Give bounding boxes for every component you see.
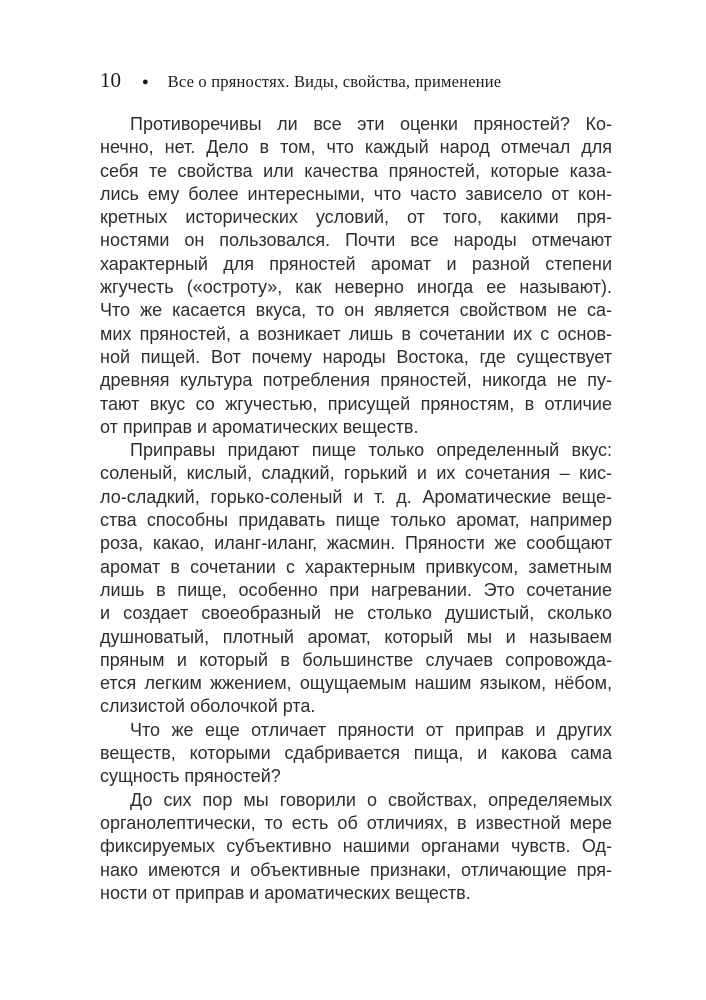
text-line: лишь в пище, особенно при нагревании. Это сочетание	[100, 579, 612, 600]
text-line: нечно, нет. Дело в том, что каждый народ отмечал для	[100, 137, 612, 158]
text-line: ности от приправ и ароматических веществ.	[100, 882, 471, 903]
text-line: кретных исторических условий, от того, какими пря-	[100, 207, 612, 228]
running-head	[100, 68, 612, 94]
text-line: ется легким жжением, ощущаемым нашим языком, нёбом,	[100, 673, 612, 694]
text-line: характерный для пряностей аромат и разной степени	[100, 253, 612, 274]
text-line: ло-сладкий, горько-соленый и т. д. Ароматические веще-	[100, 486, 612, 507]
paragraph	[100, 719, 612, 789]
text-line: соленый, кислый, сладкий, горький и их сочетания – кис-	[100, 463, 612, 484]
page-number: 10	[100, 68, 121, 92]
body-text-block	[100, 113, 612, 905]
text-line: ностями он пользовался. Почти все народы отмечают	[100, 230, 612, 251]
text-line: Противоречивы ли все эти оценки пряностей? Ко-	[130, 114, 612, 134]
text-line: мих пряностей, а возникает лишь в сочетании их с основ-	[100, 323, 612, 344]
text-line: слизистой оболочкой рта.	[100, 696, 316, 717]
text-line: Что же еще отличает пряности от приправ и других	[130, 719, 612, 740]
paragraph	[100, 113, 612, 439]
text-line: ной пищей. Вот почему народы Востока, где существует	[100, 346, 612, 367]
text-line: органолептически, то есть об отличиях, в известной мере	[100, 812, 612, 833]
text-line: пряным и который в большинстве случаев сопровожда-	[100, 649, 612, 670]
running-head-title: Все о пряностях. Виды, свойства, применение	[167, 72, 502, 91]
text-line: себя те свойства или качества пряностей, которые каза-	[100, 160, 612, 181]
text-line: душноватый, плотный аромат, который мы и называем	[100, 626, 612, 647]
text-line: и создает своеобразный не столько душистый, сколько	[100, 603, 612, 624]
text-line: фиксируемых субъективно нашими органами чувств. Од-	[100, 836, 612, 857]
text-line: сущность пряностей?	[100, 766, 281, 787]
text-line: нако имеются и объективные признаки, отличающие пря-	[100, 859, 612, 880]
text-line: Приправы придают пище только определенный вкус:	[130, 440, 612, 461]
text-line: аромат в сочетании с характерным привкусом, заметным	[100, 556, 612, 577]
text-line: До сих пор мы говорили о свойствах, определяемых	[130, 789, 612, 810]
paragraph	[100, 439, 612, 719]
text-line: древняя культура потребления пряностей, никогда не пу-	[100, 370, 612, 391]
text-line: Что же касается вкуса, то он является свойством не са-	[100, 300, 612, 321]
text-line: тают вкус со жгучестью, присущей пряностям, в отличие	[100, 393, 612, 414]
text-line: от приправ и ароматических веществ.	[100, 416, 419, 437]
paragraph	[100, 789, 612, 905]
text-line: ства способны придавать пище только аромат, например	[100, 510, 612, 531]
text-line: роза, какао, иланг-иланг, жасмин. Пряности же сообщают	[100, 533, 612, 554]
text-line: лись ему более интересными, что часто зависело от кон-	[100, 183, 612, 204]
text-line: веществ, которыми сдабривается пища, и какова сама	[100, 743, 612, 764]
text-line: жгучесть («остроту», как неверно иногда ее называют).	[100, 277, 612, 298]
bullet-separator-icon: ●	[142, 76, 149, 88]
